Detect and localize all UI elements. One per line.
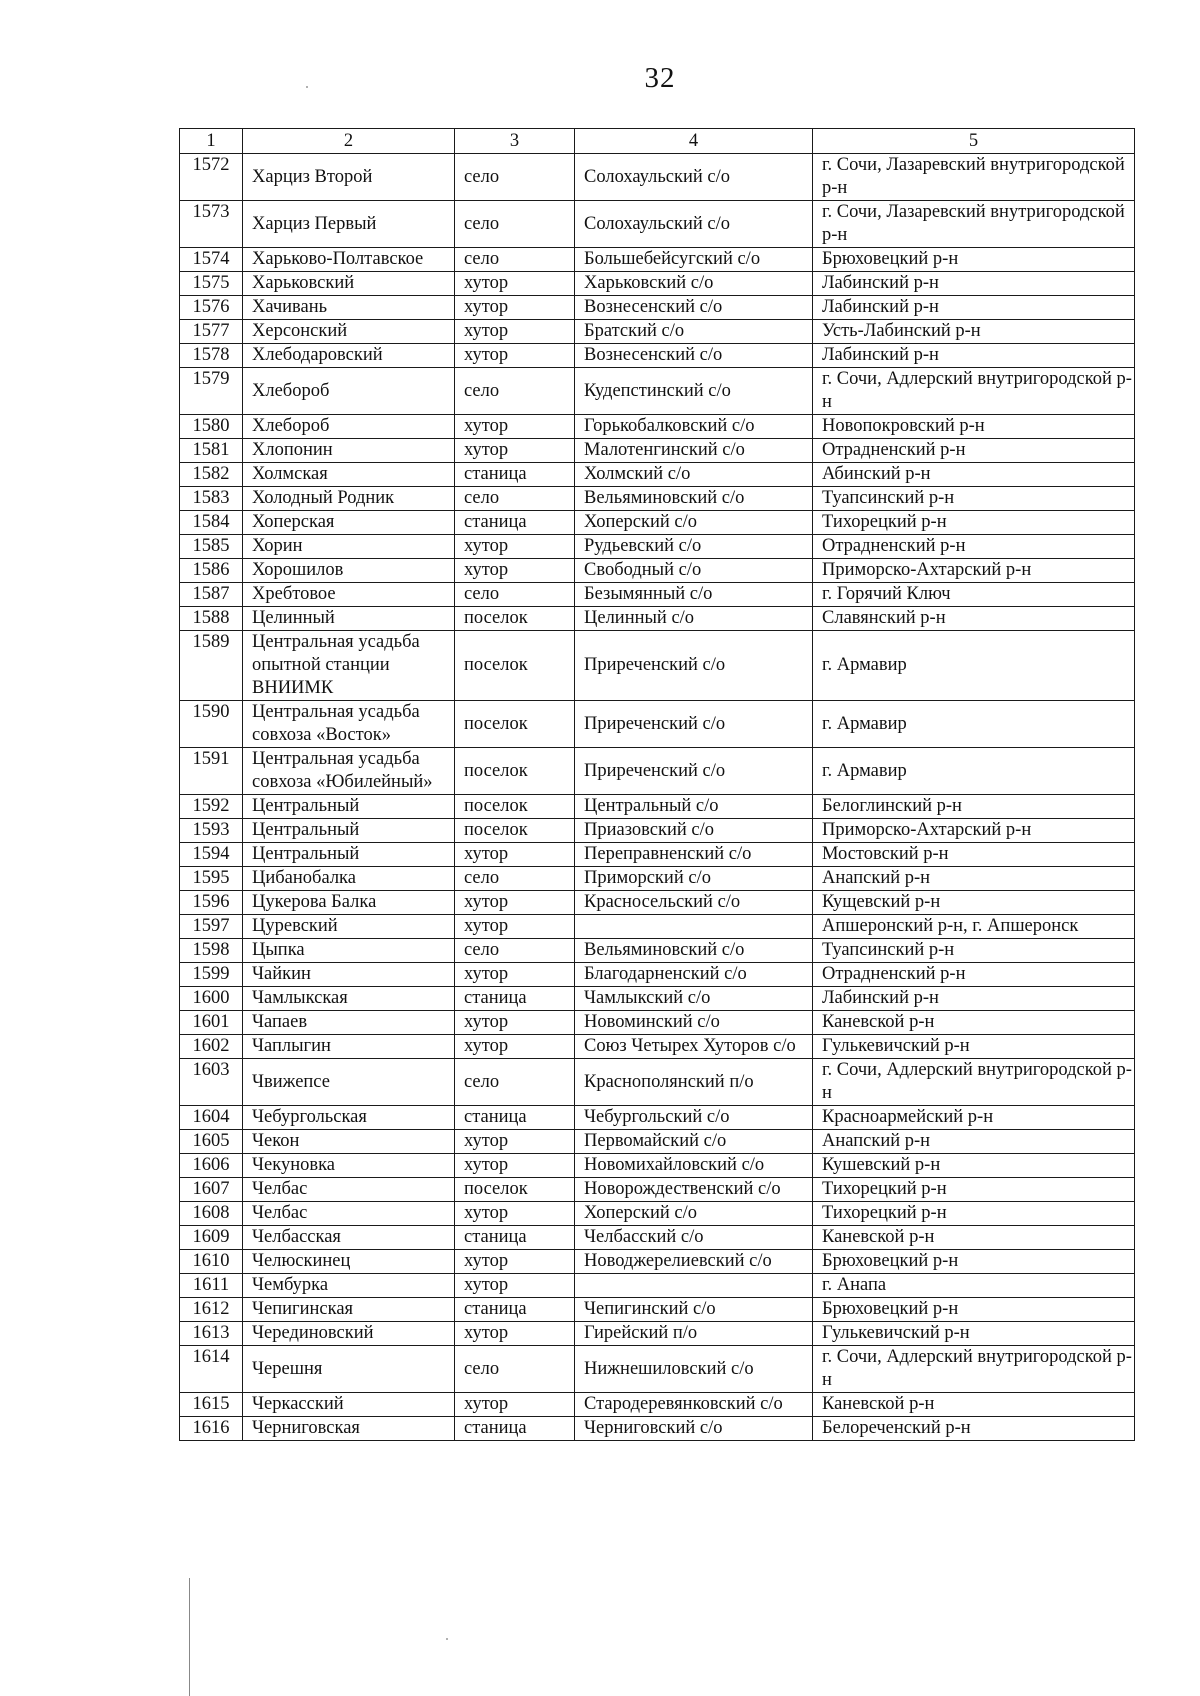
district-name: Славянский р-н — [813, 607, 1135, 631]
table-row — [180, 439, 1135, 463]
row-number: 1606 — [180, 1154, 243, 1178]
district-name: Лабинский р-н — [813, 296, 1135, 320]
table-row — [180, 843, 1135, 867]
council-name: Переправненский с/о — [575, 843, 813, 867]
settlement-type: село — [455, 583, 575, 607]
council-name: Большебейсугский с/о — [575, 248, 813, 272]
settlement-name: Чапаев — [243, 1011, 455, 1035]
settlement-name: Хорин — [243, 535, 455, 559]
row-number: 1585 — [180, 535, 243, 559]
district-name: Брюховецкий р-н — [813, 1250, 1135, 1274]
district-name: Приморско-Ахтарский р-н — [813, 559, 1135, 583]
row-number: 1578 — [180, 344, 243, 368]
council-name: Рудьевский с/о — [575, 535, 813, 559]
row-number: 1610 — [180, 1250, 243, 1274]
table-row — [180, 583, 1135, 607]
table-row — [180, 511, 1135, 535]
district-name: Отрадненский р-н — [813, 439, 1135, 463]
district-name: Каневской р-н — [813, 1393, 1135, 1417]
settlement-type: хутор — [455, 1035, 575, 1059]
settlement-type: хутор — [455, 320, 575, 344]
settlement-name: Черкасский — [243, 1393, 455, 1417]
row-number: 1577 — [180, 320, 243, 344]
settlement-name: Цибанобалка — [243, 867, 455, 891]
table-row — [180, 463, 1135, 487]
council-name: Первомайский с/о — [575, 1130, 813, 1154]
council-name: Новоминский с/о — [575, 1011, 813, 1035]
district-name: Анапский р-н — [813, 1130, 1135, 1154]
column-header-4: 4 — [575, 129, 813, 154]
table-row — [180, 320, 1135, 344]
row-number: 1590 — [180, 701, 243, 748]
settlement-type: село — [455, 1059, 575, 1106]
council-name: Холмский с/о — [575, 463, 813, 487]
column-header-5: 5 — [813, 129, 1135, 154]
table-row — [180, 607, 1135, 631]
district-name: Мостовский р-н — [813, 843, 1135, 867]
district-name: Кушевский р-н — [813, 1154, 1135, 1178]
table-row — [180, 867, 1135, 891]
row-number: 1595 — [180, 867, 243, 891]
settlement-type: хутор — [455, 843, 575, 867]
settlement-name: Чвижепсе — [243, 1059, 455, 1106]
settlement-type: хутор — [455, 915, 575, 939]
council-name: Хоперский с/о — [575, 1202, 813, 1226]
settlement-type: станица — [455, 1226, 575, 1250]
table-row — [180, 248, 1135, 272]
settlement-type: поселок — [455, 795, 575, 819]
row-number: 1589 — [180, 631, 243, 701]
table-row — [180, 1298, 1135, 1322]
row-number: 1582 — [180, 463, 243, 487]
settlement-type: село — [455, 487, 575, 511]
settlement-type: станица — [455, 1298, 575, 1322]
row-number: 1575 — [180, 272, 243, 296]
row-number: 1579 — [180, 368, 243, 415]
table-row — [180, 1322, 1135, 1346]
settlement-name: Чекуновка — [243, 1154, 455, 1178]
settlement-type: село — [455, 939, 575, 963]
settlement-name: Цуревский — [243, 915, 455, 939]
settlement-type: поселок — [455, 701, 575, 748]
settlement-type: поселок — [455, 631, 575, 701]
table-row — [180, 415, 1135, 439]
settlement-name: Холмская — [243, 463, 455, 487]
council-name: Красносельский с/о — [575, 891, 813, 915]
district-name: Кущевский р-н — [813, 891, 1135, 915]
table-row — [180, 795, 1135, 819]
page-number: 32 — [644, 62, 676, 94]
district-name: Брюховецкий р-н — [813, 1298, 1135, 1322]
settlement-name: Челюскинец — [243, 1250, 455, 1274]
settlement-type: станица — [455, 987, 575, 1011]
district-name: Белореченский р-н — [813, 1417, 1135, 1441]
council-name: Приреченский с/о — [575, 701, 813, 748]
table-row — [180, 819, 1135, 843]
council-name: Черниговский с/о — [575, 1417, 813, 1441]
council-name: Приреченский с/о — [575, 748, 813, 795]
settlement-type: село — [455, 248, 575, 272]
settlement-name: Черешня — [243, 1346, 455, 1393]
table-row — [180, 1202, 1135, 1226]
row-number: 1572 — [180, 154, 243, 201]
settlement-type: хутор — [455, 1322, 575, 1346]
settlement-name: Чамлыкская — [243, 987, 455, 1011]
settlement-type: хутор — [455, 1274, 575, 1298]
table-row — [180, 915, 1135, 939]
settlement-name: Харьковский — [243, 272, 455, 296]
settlement-name: Херсонский — [243, 320, 455, 344]
settlement-name: Хлебодаровский — [243, 344, 455, 368]
row-number: 1602 — [180, 1035, 243, 1059]
district-name: г. Армавир — [813, 748, 1135, 795]
settlement-name: Чаплыгин — [243, 1035, 455, 1059]
district-name: Лабинский р-н — [813, 272, 1135, 296]
council-name: Вельяминовский с/о — [575, 487, 813, 511]
council-name: Приазовский с/о — [575, 819, 813, 843]
settlement-name: Цыпка — [243, 939, 455, 963]
council-name: Чепигинский с/о — [575, 1298, 813, 1322]
row-number: 1607 — [180, 1178, 243, 1202]
settlement-type: хутор — [455, 559, 575, 583]
settlement-name: Чебургольская — [243, 1106, 455, 1130]
settlement-type: хутор — [455, 1154, 575, 1178]
table-row — [180, 201, 1135, 248]
settlement-type: хутор — [455, 1130, 575, 1154]
district-name: Туапсинский р-н — [813, 939, 1135, 963]
row-number: 1614 — [180, 1346, 243, 1393]
council-name: Новомихайловский с/о — [575, 1154, 813, 1178]
settlement-name: Челбасская — [243, 1226, 455, 1250]
row-number: 1608 — [180, 1202, 243, 1226]
settlement-name: Хлебороб — [243, 415, 455, 439]
table-row — [180, 559, 1135, 583]
district-name: г. Горячий Ключ — [813, 583, 1135, 607]
council-name: Чамлыкский с/о — [575, 987, 813, 1011]
row-number: 1591 — [180, 748, 243, 795]
settlement-name: Хорошилов — [243, 559, 455, 583]
table-header — [180, 129, 1135, 154]
council-name: Новоджерелиевский с/о — [575, 1250, 813, 1274]
settlement-name: Холодный Родник — [243, 487, 455, 511]
row-number: 1611 — [180, 1274, 243, 1298]
settlement-type: хутор — [455, 1011, 575, 1035]
row-number: 1615 — [180, 1393, 243, 1417]
settlement-name: Харциз Второй — [243, 154, 455, 201]
settlement-name: Чайкин — [243, 963, 455, 987]
row-number: 1612 — [180, 1298, 243, 1322]
district-name: Тихорецкий р-н — [813, 1202, 1135, 1226]
header-row — [180, 129, 1135, 154]
row-number: 1616 — [180, 1417, 243, 1441]
council-name: Братский с/о — [575, 320, 813, 344]
district-name: Тихорецкий р-н — [813, 1178, 1135, 1202]
table-row — [180, 1059, 1135, 1106]
council-name: Благодарненский с/о — [575, 963, 813, 987]
district-name: Красноармейский р-н — [813, 1106, 1135, 1130]
settlement-type: село — [455, 867, 575, 891]
settlement-type: хутор — [455, 1202, 575, 1226]
council-name: Союз Четырех Хуторов с/о — [575, 1035, 813, 1059]
district-name: Новопокровский р-н — [813, 415, 1135, 439]
settlement-type: хутор — [455, 535, 575, 559]
district-name: Приморско-Ахтарский р-н — [813, 819, 1135, 843]
district-name: г. Сочи, Адлерский внутригородской р-н — [813, 368, 1135, 415]
table-body — [180, 154, 1135, 1441]
council-name: Приреченский с/о — [575, 631, 813, 701]
settlement-type: село — [455, 154, 575, 201]
row-number: 1596 — [180, 891, 243, 915]
settlement-name: Хлебороб — [243, 368, 455, 415]
settlement-type: хутор — [455, 296, 575, 320]
settlement-name: Чепигинская — [243, 1298, 455, 1322]
settlement-name: Целинный — [243, 607, 455, 631]
table-row — [180, 891, 1135, 915]
council-name — [575, 1274, 813, 1298]
row-number: 1592 — [180, 795, 243, 819]
settlement-name: Цукерова Балка — [243, 891, 455, 915]
settlement-type: хутор — [455, 1393, 575, 1417]
council-name: Солохаульский с/о — [575, 154, 813, 201]
row-number: 1605 — [180, 1130, 243, 1154]
settlement-name: Чекон — [243, 1130, 455, 1154]
council-name: Солохаульский с/о — [575, 201, 813, 248]
settlement-type: станица — [455, 1417, 575, 1441]
settlement-type: село — [455, 368, 575, 415]
settlement-name: Челбас — [243, 1202, 455, 1226]
district-name: г. Сочи, Адлерский внутригородской р-н — [813, 1346, 1135, 1393]
settlement-type: хутор — [455, 963, 575, 987]
district-name: Каневской р-н — [813, 1226, 1135, 1250]
settlement-type: поселок — [455, 819, 575, 843]
council-name: Целинный с/о — [575, 607, 813, 631]
row-number: 1581 — [180, 439, 243, 463]
council-name: Малотенгинский с/о — [575, 439, 813, 463]
council-name: Краснополянский п/о — [575, 1059, 813, 1106]
council-name: Безымянный с/о — [575, 583, 813, 607]
settlement-name: Черниговская — [243, 1417, 455, 1441]
table-row — [180, 1226, 1135, 1250]
table-row — [180, 487, 1135, 511]
table-row — [180, 987, 1135, 1011]
settlement-type: хутор — [455, 344, 575, 368]
column-header-3: 3 — [455, 129, 575, 154]
settlement-type: станица — [455, 463, 575, 487]
settlement-type: поселок — [455, 1178, 575, 1202]
council-name: Свободный с/о — [575, 559, 813, 583]
settlement-name: Черединовский — [243, 1322, 455, 1346]
row-number: 1599 — [180, 963, 243, 987]
table-row — [180, 1346, 1135, 1393]
council-name: Хоперский с/о — [575, 511, 813, 535]
table-row — [180, 368, 1135, 415]
district-name: г. Сочи, Лазаревский внутригородской р-н — [813, 154, 1135, 201]
table-row — [180, 296, 1135, 320]
council-name: Гирейский п/о — [575, 1322, 813, 1346]
council-name: Вельяминовский с/о — [575, 939, 813, 963]
table-row — [180, 272, 1135, 296]
row-number: 1597 — [180, 915, 243, 939]
district-name: Белоглинский р-н — [813, 795, 1135, 819]
district-name: Каневской р-н — [813, 1011, 1135, 1035]
council-name: Вознесенский с/о — [575, 296, 813, 320]
table-row — [180, 344, 1135, 368]
table-row — [180, 154, 1135, 201]
settlement-type: поселок — [455, 607, 575, 631]
row-number: 1609 — [180, 1226, 243, 1250]
row-number: 1600 — [180, 987, 243, 1011]
district-name: Тихорецкий р-н — [813, 511, 1135, 535]
district-name: г. Сочи, Лазаревский внутригородской р-н — [813, 201, 1135, 248]
district-name: Гулькевичский р-н — [813, 1035, 1135, 1059]
district-name: Брюховецкий р-н — [813, 248, 1135, 272]
settlement-type: хутор — [455, 891, 575, 915]
row-number: 1594 — [180, 843, 243, 867]
settlement-name: Центральная усадьба совхоза «Восток» — [243, 701, 455, 748]
table-row — [180, 1250, 1135, 1274]
settlement-type: село — [455, 1346, 575, 1393]
council-name: Харьковский с/о — [575, 272, 813, 296]
row-number: 1604 — [180, 1106, 243, 1130]
row-number: 1593 — [180, 819, 243, 843]
table-row — [180, 1274, 1135, 1298]
district-name: Лабинский р-н — [813, 344, 1135, 368]
council-name: Горькобалковский с/о — [575, 415, 813, 439]
row-number: 1601 — [180, 1011, 243, 1035]
table-row — [180, 1035, 1135, 1059]
council-name: Нижнешиловский с/о — [575, 1346, 813, 1393]
row-number: 1580 — [180, 415, 243, 439]
council-name: Стародеревянковский с/о — [575, 1393, 813, 1417]
table-row — [180, 535, 1135, 559]
settlement-name: Харциз Первый — [243, 201, 455, 248]
settlement-name: Центральный — [243, 795, 455, 819]
row-number: 1574 — [180, 248, 243, 272]
settlement-type: хутор — [455, 415, 575, 439]
row-number: 1598 — [180, 939, 243, 963]
table-row — [180, 1154, 1135, 1178]
settlements-table — [179, 128, 1135, 1441]
settlement-name: Челбас — [243, 1178, 455, 1202]
settlement-name: Центральная усадьба совхоза «Юбилейный» — [243, 748, 455, 795]
table-row — [180, 1130, 1135, 1154]
district-name: Гулькевичский р-н — [813, 1322, 1135, 1346]
row-number: 1584 — [180, 511, 243, 535]
table-row — [180, 1417, 1135, 1441]
table-row — [180, 939, 1135, 963]
district-name: Отрадненский р-н — [813, 535, 1135, 559]
table-row — [180, 1393, 1135, 1417]
council-name: Чебургольский с/о — [575, 1106, 813, 1130]
council-name: Новорождественский с/о — [575, 1178, 813, 1202]
settlement-type: станица — [455, 511, 575, 535]
settlement-name: Хребтовое — [243, 583, 455, 607]
council-name: Кудепстинский с/о — [575, 368, 813, 415]
table-row — [180, 748, 1135, 795]
district-name: Усть-Лабинский р-н — [813, 320, 1135, 344]
settlement-name: Хачивань — [243, 296, 455, 320]
district-name: Анапский р-н — [813, 867, 1135, 891]
row-number: 1583 — [180, 487, 243, 511]
settlement-type: поселок — [455, 748, 575, 795]
settlement-type: хутор — [455, 272, 575, 296]
district-name: Отрадненский р-н — [813, 963, 1135, 987]
council-name: Приморский с/о — [575, 867, 813, 891]
scan-margin-line — [189, 1578, 190, 1696]
settlement-name: Центральный — [243, 843, 455, 867]
row-number: 1588 — [180, 607, 243, 631]
settlement-name: Хлопонин — [243, 439, 455, 463]
table-row — [180, 1178, 1135, 1202]
row-number: 1586 — [180, 559, 243, 583]
settlement-name: Центральный — [243, 819, 455, 843]
table-row — [180, 963, 1135, 987]
council-name — [575, 915, 813, 939]
settlement-name: Центральная усадьба опытной станции ВНИИМК — [243, 631, 455, 701]
column-header-1: 1 — [180, 129, 243, 154]
table-row — [180, 701, 1135, 748]
district-name: г. Армавир — [813, 631, 1135, 701]
district-name: г. Анапа — [813, 1274, 1135, 1298]
column-header-2: 2 — [243, 129, 455, 154]
row-number: 1603 — [180, 1059, 243, 1106]
council-name: Челбасский с/о — [575, 1226, 813, 1250]
settlement-type: хутор — [455, 439, 575, 463]
settlement-type: станица — [455, 1106, 575, 1130]
table-row — [180, 631, 1135, 701]
district-name: г. Сочи, Адлерский внутригородской р-н — [813, 1059, 1135, 1106]
row-number: 1587 — [180, 583, 243, 607]
district-name: Лабинский р-н — [813, 987, 1135, 1011]
district-name: г. Армавир — [813, 701, 1135, 748]
row-number: 1613 — [180, 1322, 243, 1346]
scan-speck — [446, 1638, 448, 1640]
district-name: Туапсинский р-н — [813, 487, 1135, 511]
row-number: 1576 — [180, 296, 243, 320]
settlement-type: село — [455, 201, 575, 248]
district-name: Апшеронский р-н, г. Апшеронск — [813, 915, 1135, 939]
council-name: Центральный с/о — [575, 795, 813, 819]
settlement-type: хутор — [455, 1250, 575, 1274]
settlement-name: Хоперская — [243, 511, 455, 535]
district-name: Абинский р-н — [813, 463, 1135, 487]
row-number: 1573 — [180, 201, 243, 248]
settlement-name: Чембурка — [243, 1274, 455, 1298]
council-name: Вознесенский с/о — [575, 344, 813, 368]
table-row — [180, 1011, 1135, 1035]
settlement-name: Харьково-Полтавское — [243, 248, 455, 272]
table-row — [180, 1106, 1135, 1130]
scan-speck — [306, 86, 308, 88]
